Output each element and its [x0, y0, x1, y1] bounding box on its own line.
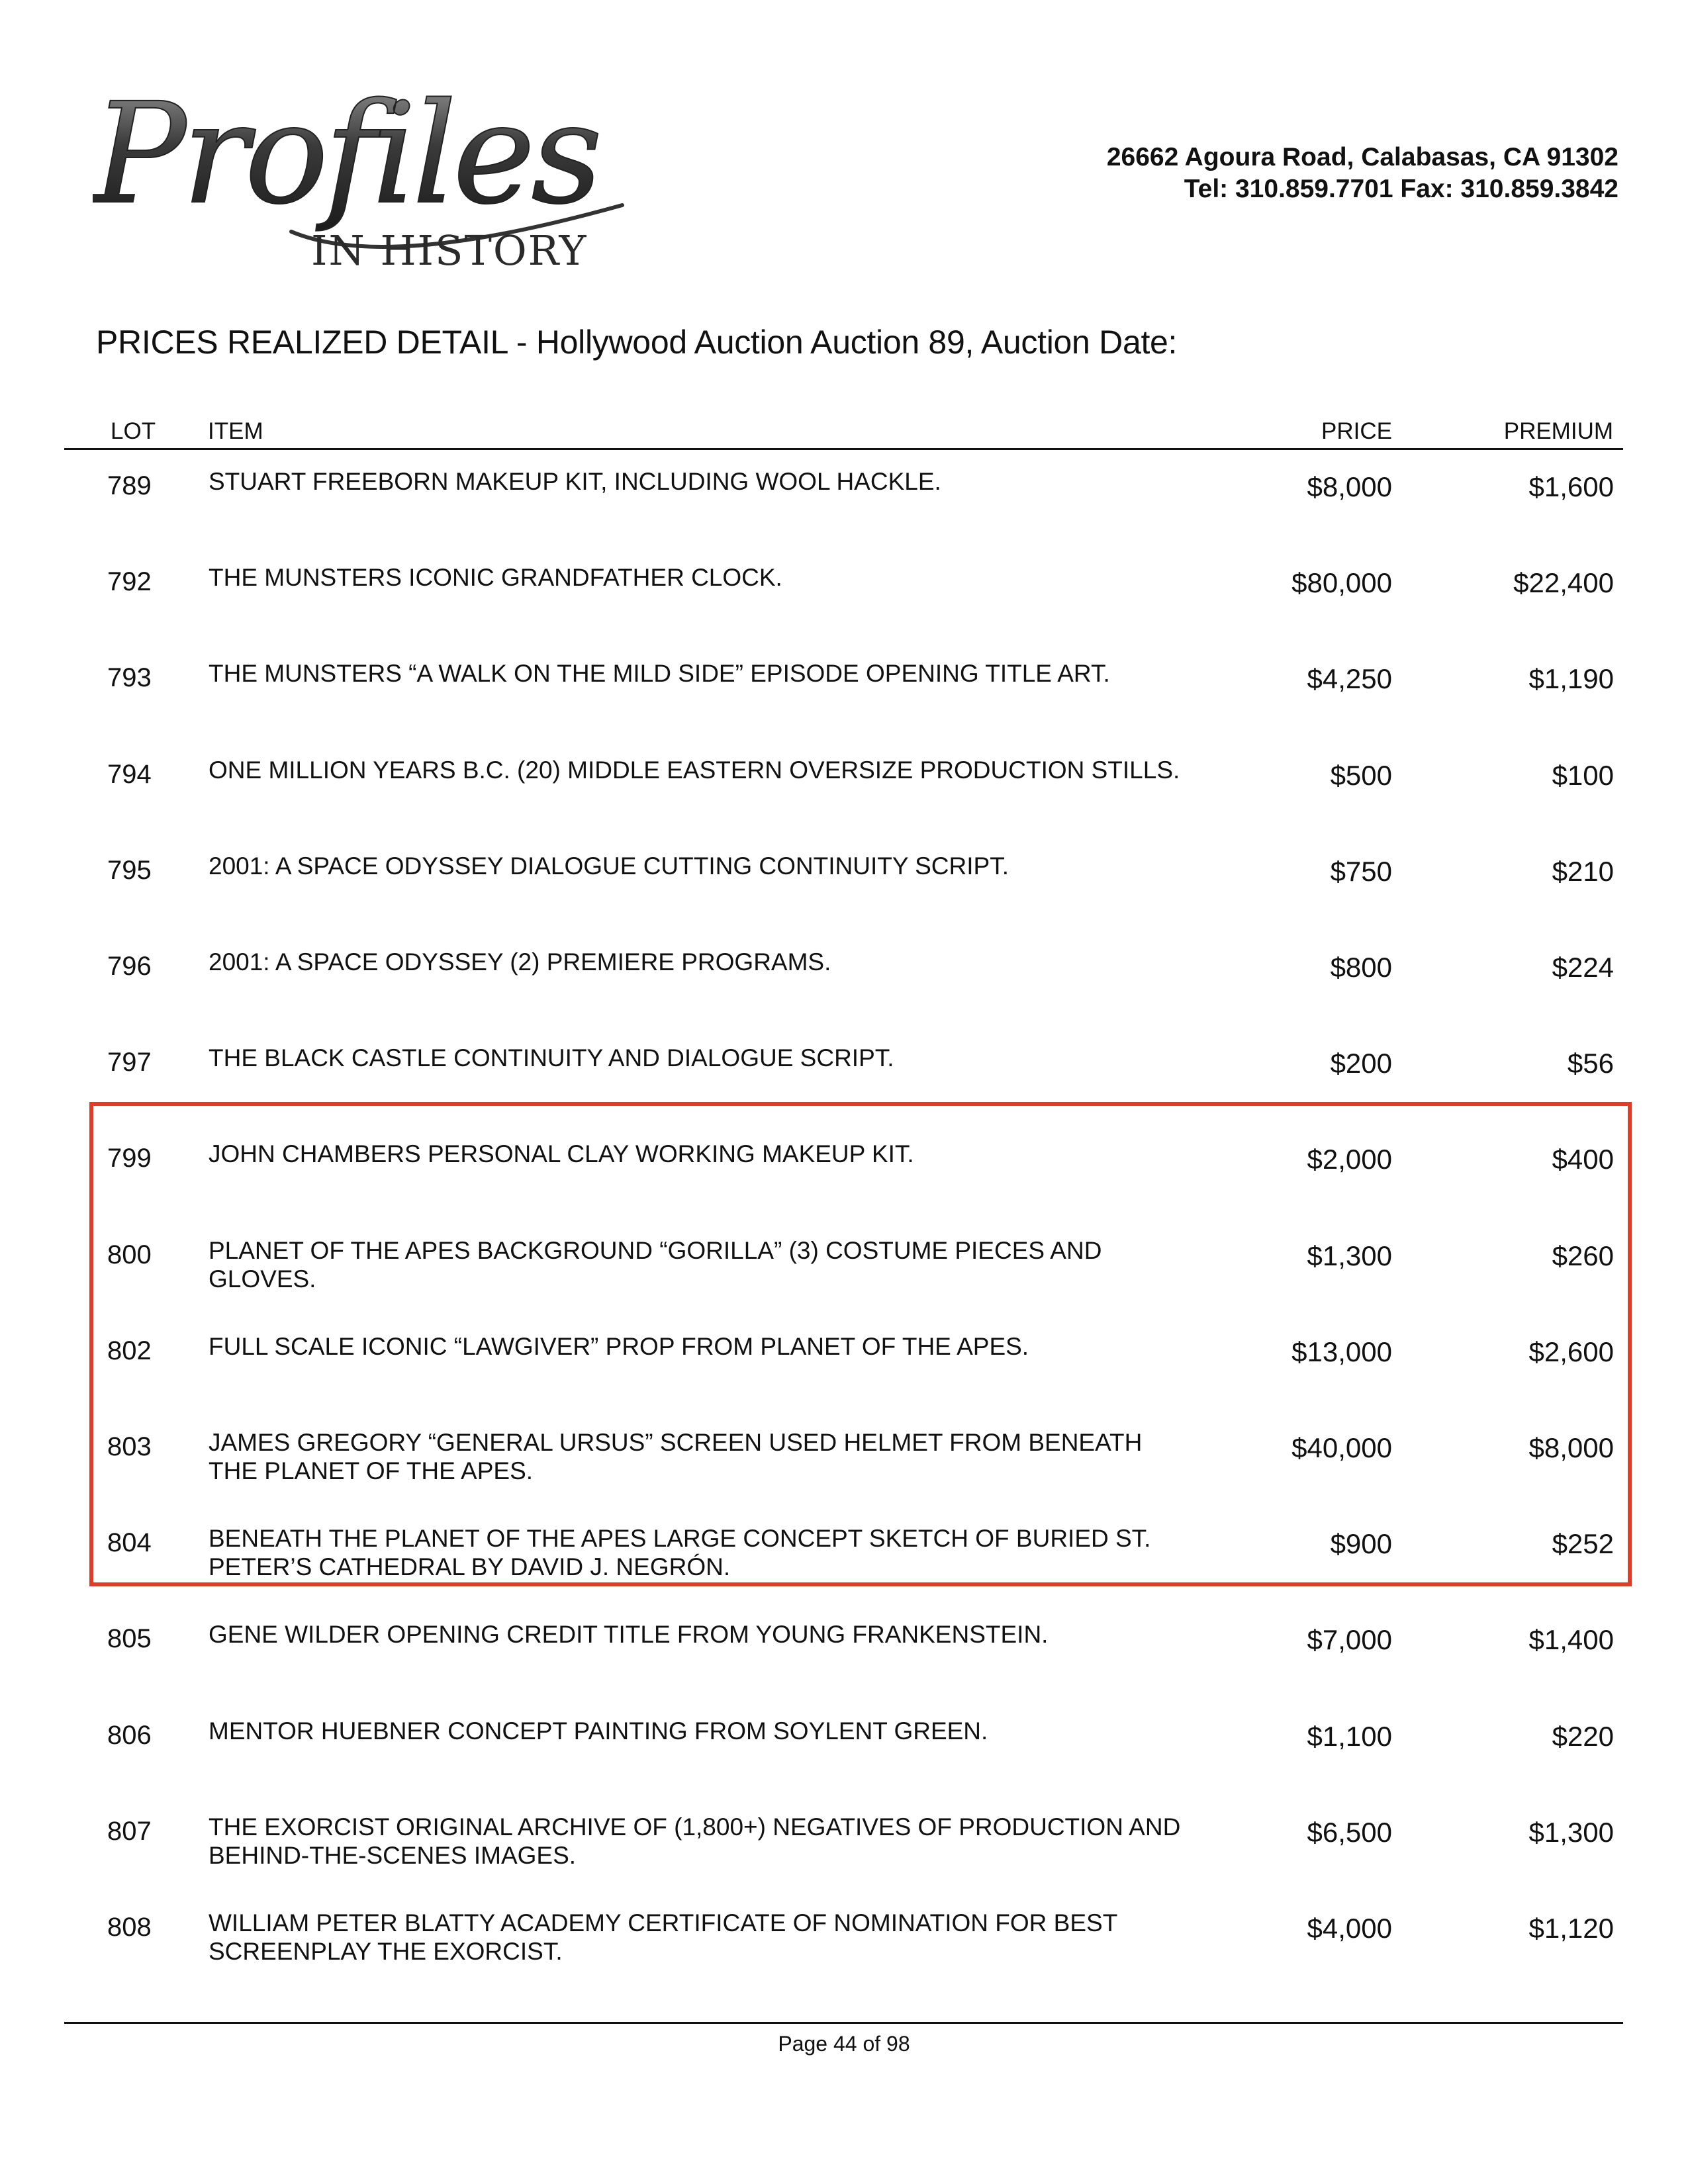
premium-value: $8,000 — [1528, 1432, 1614, 1463]
lot-number: 795 — [107, 855, 152, 885]
item-description: 2001: A SPACE ODYSSEY (2) PREMIERE PROGRAMS. — [209, 948, 831, 976]
lot-number: 800 — [107, 1240, 152, 1269]
item-description: JAMES GREGORY “GENERAL URSUS” SCREEN USED HELMET FROM BENEATH THE PLANET OF THE APES. — [209, 1429, 1143, 1484]
table-row — [0, 553, 1688, 649]
table-row — [0, 1610, 1688, 1706]
highlight-box — [89, 1102, 1632, 1586]
address-block — [1107, 142, 1618, 205]
premium-value: $1,190 — [1528, 663, 1614, 695]
premium-value: $210 — [1552, 855, 1614, 887]
lot-number: 808 — [107, 1913, 152, 1942]
price-value: $1,100 — [1307, 1720, 1392, 1752]
item-description: PLANET OF THE APES BACKGROUND “GORILLA” (3) COSTUME PIECES AND GLOVES. — [209, 1236, 1102, 1293]
lot-number: 792 — [107, 567, 152, 597]
lot-number: 799 — [107, 1144, 152, 1173]
lot-number: 789 — [107, 471, 152, 500]
premium-value: $2,600 — [1528, 1336, 1614, 1367]
item-description: GENE WILDER OPENING CREDIT TITLE FROM YOUNG FRANKENSTEIN. — [209, 1621, 1049, 1649]
price-value: $40,000 — [1291, 1432, 1392, 1463]
price-value: $800 — [1330, 952, 1392, 983]
table-row — [0, 937, 1688, 1033]
page-number: Page 44 of 98 — [778, 2032, 910, 2056]
lot-number: 793 — [107, 663, 152, 693]
premium-value: $224 — [1552, 952, 1614, 983]
lot-number: 804 — [107, 1528, 152, 1558]
premium-value: $1,600 — [1528, 471, 1614, 502]
table-row — [0, 841, 1688, 937]
premium-value: $1,300 — [1528, 1816, 1614, 1848]
price-value: $8,000 — [1307, 471, 1392, 502]
price-value: $2,000 — [1307, 1144, 1392, 1175]
premium-value: $400 — [1552, 1144, 1614, 1175]
table-row — [0, 457, 1688, 553]
lot-number: 794 — [107, 759, 152, 789]
price-value: $80,000 — [1291, 567, 1392, 599]
column-header-item: ITEM — [208, 418, 263, 444]
price-value: $13,000 — [1291, 1336, 1392, 1367]
premium-value: $100 — [1552, 759, 1614, 791]
table-row — [0, 1706, 1688, 1802]
price-value: $750 — [1330, 855, 1392, 887]
table-row — [0, 649, 1688, 745]
lot-number: 806 — [107, 1720, 152, 1750]
premium-value: $1,400 — [1528, 1624, 1614, 1656]
lot-number: 803 — [107, 1432, 152, 1461]
lot-number: 796 — [107, 952, 152, 981]
item-description: WILLIAM PETER BLATTY ACADEMY CERTIFICATE OF NOMINATION FOR BEST SCREENPLAY THE EXORCIST. — [209, 1909, 1117, 1965]
column-header-price: PRICE — [1321, 418, 1392, 444]
header-divider — [64, 448, 1623, 450]
lot-number: 807 — [107, 1816, 152, 1846]
premium-value: $220 — [1552, 1720, 1614, 1752]
item-description: BENEATH THE PLANET OF THE APES LARGE CONCEPT SKETCH OF BURIED ST. PETER’S CATHEDRAL BY DAVID J. NEGRÓN. — [209, 1525, 1151, 1581]
item-description: FULL SCALE ICONIC “LAWGIVER” PROP FROM PLANET OF THE APES. — [209, 1332, 1029, 1360]
profiles-in-history-logo — [93, 66, 635, 278]
price-value: $200 — [1330, 1048, 1392, 1079]
item-description: 2001: A SPACE ODYSSEY DIALOGUE CUTTING CONTINUITY SCRIPT. — [209, 852, 1009, 880]
column-header-lot: LOT — [111, 418, 156, 444]
price-value: $1,300 — [1307, 1240, 1392, 1271]
table-row — [0, 1898, 1688, 1994]
phone-fax-line: Tel: 310.859.7701 Fax: 310.859.3842 — [1184, 175, 1618, 203]
price-value: $4,000 — [1307, 1913, 1392, 1944]
lot-number: 797 — [107, 1048, 152, 1077]
item-description: JOHN CHAMBERS PERSONAL CLAY WORKING MAKEUP KIT. — [209, 1140, 914, 1168]
premium-value: $260 — [1552, 1240, 1614, 1271]
lot-number: 802 — [107, 1336, 152, 1365]
lot-number: 805 — [107, 1624, 152, 1654]
item-description: THE MUNSTERS “A WALK ON THE MILD SIDE” EPISODE OPENING TITLE ART. — [209, 660, 1110, 688]
premium-value: $56 — [1567, 1048, 1614, 1079]
price-value: $900 — [1330, 1528, 1392, 1560]
address-line: 26662 Agoura Road, Calabasas, CA 91302 — [1106, 143, 1618, 171]
item-description: MENTOR HUEBNER CONCEPT PAINTING FROM SOYLENT GREEN. — [209, 1717, 988, 1745]
item-description: THE BLACK CASTLE CONTINUITY AND DIALOGUE SCRIPT. — [209, 1044, 894, 1072]
column-header-premium: PREMIUM — [1503, 418, 1613, 444]
item-description: ONE MILLION YEARS B.C. (20) MIDDLE EASTERN OVERSIZE PRODUCTION STILLS. — [209, 756, 1180, 784]
item-description: THE MUNSTERS ICONIC GRANDFATHER CLOCK. — [209, 564, 782, 592]
logo-script-text: Profiles — [93, 73, 599, 235]
price-value: $6,500 — [1307, 1816, 1392, 1848]
table-row — [0, 745, 1688, 841]
table-row — [0, 1802, 1688, 1898]
item-description: THE EXORCIST ORIGINAL ARCHIVE OF (1,800+) NEGATIVES OF PRODUCTION AND BEHIND-THE-SCENES IMAGES. — [209, 1813, 1181, 1869]
item-description: STUART FREEBORN MAKEUP KIT, INCLUDING WOOL HACKLE. — [209, 468, 941, 495]
page-title: PRICES REALIZED DETAIL - Hollywood Auction Auction 89, Auction Date: — [96, 324, 1178, 361]
premium-value: $22,400 — [1513, 567, 1614, 599]
logo-sub-text: IN HISTORY — [311, 226, 588, 275]
footer-divider — [64, 2022, 1623, 2024]
price-value: $500 — [1330, 759, 1392, 791]
premium-value: $252 — [1552, 1528, 1614, 1560]
price-value: $4,250 — [1307, 663, 1392, 695]
premium-value: $1,120 — [1528, 1913, 1614, 1944]
price-value: $7,000 — [1307, 1624, 1392, 1656]
